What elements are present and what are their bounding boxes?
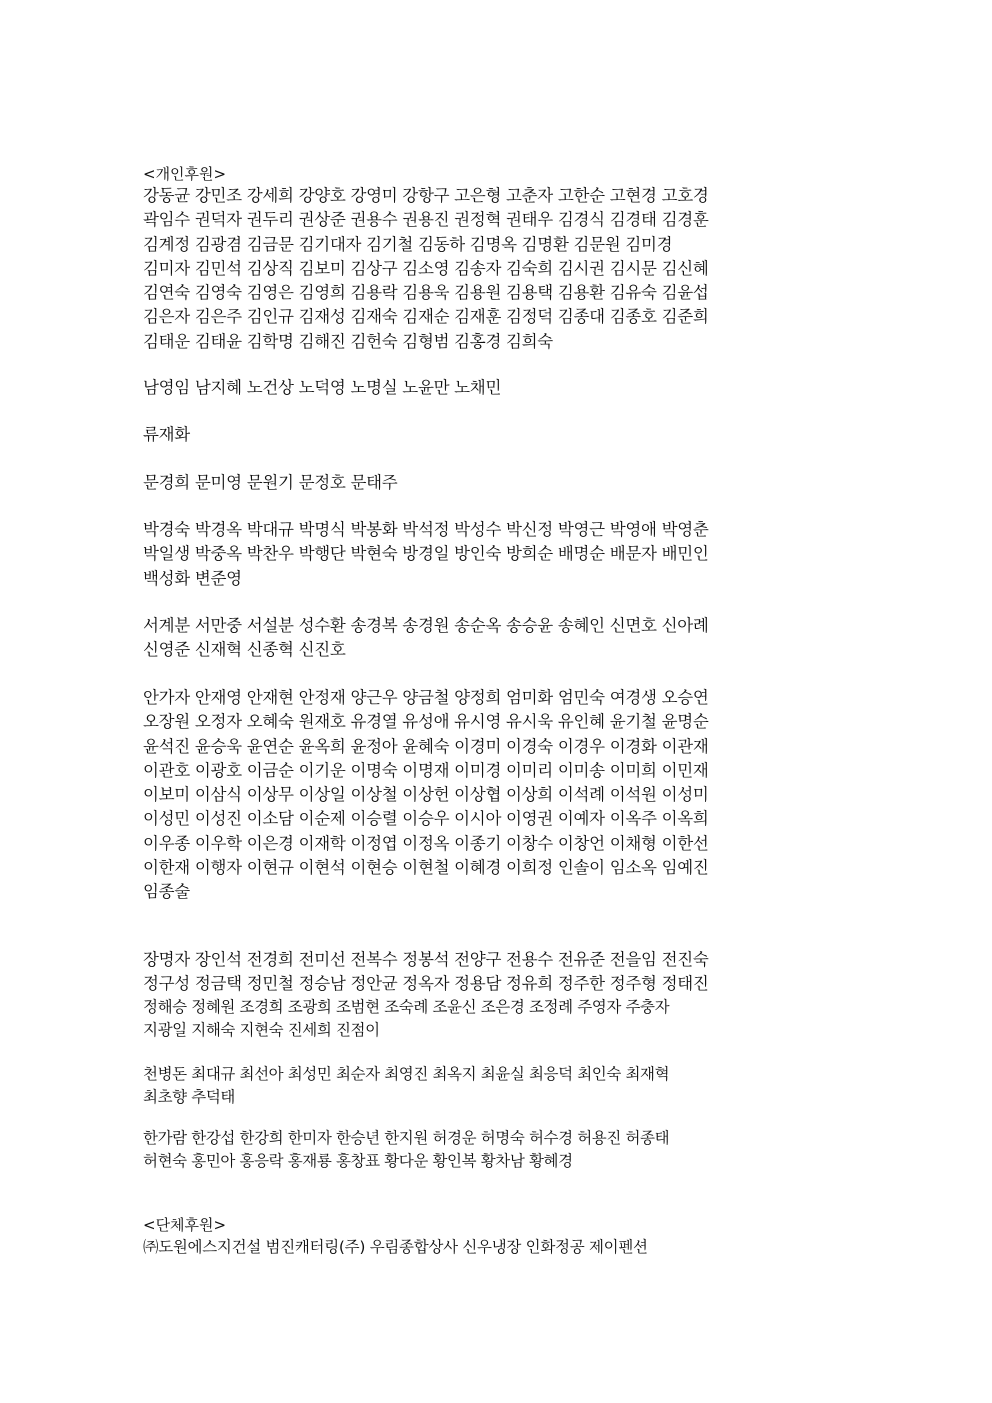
name-group-ja [143,948,843,997]
name-line: 김미자 김민석 김상직 김보미 김상구 김소영 김송자 김숙희 김시권 김시문 김신혜 [143,258,709,278]
name-group-cha [143,1063,843,1109]
organization-line: ㈜도원에스지건설 범진캐터링(주) 우림종합상사 신우냉장 인화정공 제이펜션 [143,1238,648,1256]
name-line: 이한재 이행자 이현규 이현석 이현승 이현철 이혜경 이희정 인솔이 임소옥 임예진 [143,858,709,878]
name-group-na [143,376,843,400]
name-line: 장명자 장인석 전경희 전미선 전복수 정봉석 전양구 전용수 전유준 전을임 전진숙 [143,950,709,969]
name-line: 박경숙 박경옥 박대규 박명식 박봉화 박석정 박성수 박신정 박영근 박영애 박영춘 [143,520,709,539]
name-line: 최초향 추덕태 [143,1087,235,1106]
name-line: 남영임 남지혜 노건상 노덕영 노명실 노윤만 노채민 [143,378,502,397]
name-line: 곽임수 권덕자 권두리 권상준 권용수 권용진 권정혁 권태우 김경식 김경태 김경훈 [143,210,709,230]
name-line: 이성민 이성진 이소담 이순제 이승렬 이승우 이시아 이영권 이예자 이옥주 이옥희 [143,809,709,829]
name-line: 천병돈 최대규 최선아 최성민 최순자 최영진 최옥지 최윤실 최응덕 최인숙 최재혁 [143,1065,670,1083]
name-group-jo-ji [143,996,843,1042]
name-line: 김태운 김태윤 김학명 김해진 김헌숙 김형범 김홍경 김희숙 [143,331,553,351]
name-line: 지광일 지해숙 지현숙 진세희 진점이 [143,1020,380,1039]
name-group-sa [143,614,843,663]
name-line: 오장원 오정자 오혜숙 원재호 유경열 유성애 유시영 유시욱 유인혜 윤기철 윤명순 [143,712,709,732]
name-group-ga-gim [143,184,843,354]
name-line: 문경희 문미영 문원기 문정호 문태주 [143,473,398,492]
name-group-ba [143,518,843,591]
name-line: 박일생 박중옥 박찬우 박행단 박현숙 방경일 방인숙 방희순 배명순 배문자 배민인 [143,544,709,564]
name-line: 허현숙 홍민아 홍응락 홍재룡 홍창표 황다운 황인복 황차남 황혜경 [143,1151,573,1170]
name-line: 한가람 한강섭 한강희 한미자 한승년 한지원 허경운 허명숙 허수경 허용진 허종태 [143,1129,670,1147]
name-line: 서계분 서만중 서설분 성수환 송경복 송경원 송순옥 송승윤 송혜인 신면호 신아례 [143,616,709,635]
name-line: 정구성 정금택 정민철 정승남 정안균 정옥자 정용담 정유희 정주한 정주형 정태진 [143,974,709,994]
name-line: 김은자 김은주 김인규 김재성 김재숙 김재순 김재훈 김정덕 김종대 김종호 김준희 [143,307,709,327]
name-line: 윤석진 윤승욱 윤연순 윤옥희 윤정아 윤혜숙 이경미 이경숙 이경우 이경화 이관재 [143,736,709,756]
name-line: 임종술 [143,882,190,902]
individual-sponsors-heading: <개인후원> [143,165,227,183]
name-line: 김연숙 김영숙 김영은 김영희 김용락 김용욱 김용원 김용택 김용환 김유숙 김윤섭 [143,283,709,303]
name-line: 안가자 안재영 안재현 안정재 양근우 양금철 양정희 엄미화 엄민숙 여경생 오승연 [143,688,709,707]
name-line: 이우종 이우학 이은경 이재학 이정엽 이정옥 이종기 이창수 이창언 이채형 이한선 [143,833,709,853]
name-line: 이보미 이삼식 이상무 이상일 이상철 이상헌 이상협 이상희 이석례 이석원 이성미 [143,785,709,805]
name-group-ryu [143,423,843,447]
name-line: 류재화 [143,425,190,444]
organization-sponsors-heading: <단체후원> [143,1216,227,1234]
name-line: 정해승 정혜원 조경희 조광희 조범현 조숙례 조윤신 조은경 조정례 주영자 주충자 [143,998,670,1016]
name-line: 백성화 변준영 [143,568,242,588]
name-line: 강동균 강민조 강세희 강양호 강영미 강항구 고은형 고춘자 고한순 고현경 고호경 [143,186,709,205]
name-line: 이관호 이광호 이금순 이기운 이명숙 이명재 이미경 이미리 이미송 이미희 이민재 [143,760,709,780]
organization-group [143,1236,843,1258]
name-group-a [143,686,843,905]
name-group-ha [143,1127,843,1173]
name-line: 신영준 신재혁 신종혁 신진호 [143,640,346,660]
name-group-mun [143,471,843,495]
name-line: 김계정 김광겸 김금문 김기대자 김기철 김동하 김명옥 김명환 김문원 김미경 [143,234,673,254]
